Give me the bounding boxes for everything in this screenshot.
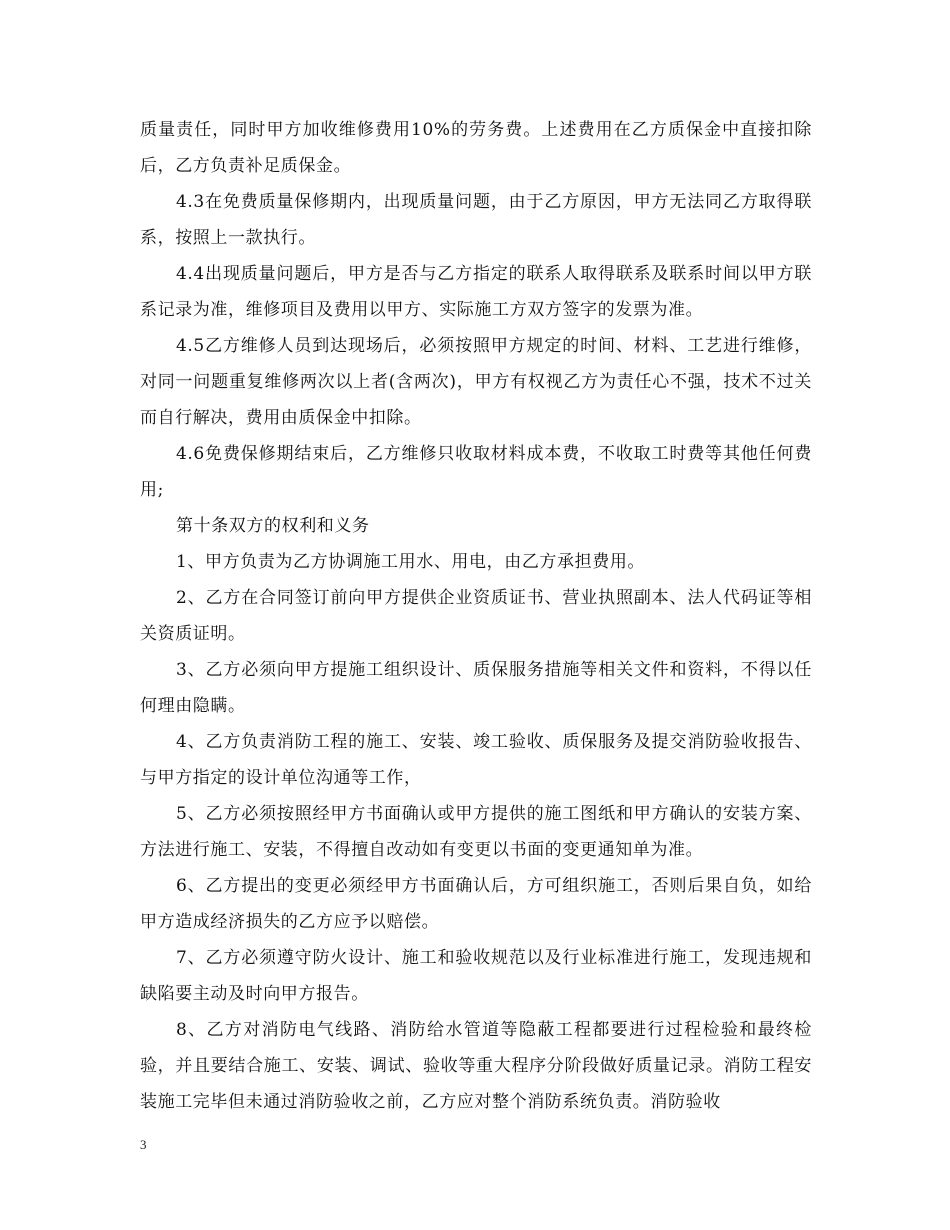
- paragraph-continuation: 质量责任，同时甲方加收维修费用10%的劳务费。上述费用在乙方质保金中直接扣除后，乙方负责补足质保金。: [140, 120, 812, 176]
- paragraph-clause-4-3: 4.3在免费质量保修期内，出现质量问题，由于乙方原因，甲方无法同乙方取得联系，按照上一款执行。: [140, 192, 812, 248]
- paragraph-clause-4-4: 4.4出现质量问题后，甲方是否与乙方指定的联系人取得联系及联系时间以甲方联系记录为准，维修项目及费用以甲方、实际施工方双方签字的发票为准。: [140, 264, 812, 320]
- document-body: [140, 112, 812, 1120]
- paragraph-item-8: 8、乙方对消防电气线路、消防给水管道等隐蔽工程都要进行过程检验和最终检验，并且要结合施工、安装、调试、验收等重大程序分阶段做好质量记录。消防工程安装施工完毕但未通过消防验收之前，乙方应对整个消防系统负责。消防验收: [140, 1020, 812, 1112]
- paragraph-clause-4-6: 4.6免费保修期结束后，乙方维修只收取材料成本费，不收取工时费等其他任何费用;: [140, 444, 812, 500]
- paragraph-clause-4-5: 4.5乙方维修人员到达现场后，必须按照甲方规定的时间、材料、工艺进行维修，对同一问题重复维修两次以上者(含两次)，甲方有权视乙方为责任心不强，技术不过关而自行解决，费用由质保金中扣除。: [140, 336, 812, 428]
- page-number: 3: [140, 1137, 147, 1152]
- section-heading-article-10: 第十条双方的权利和义务: [176, 516, 370, 536]
- paragraph-item-5: 5、乙方必须按照经甲方书面确认或甲方提供的施工图纸和甲方确认的安装方案、方法进行施工、安装，不得擅自改动如有变更以书面的变更通知单为准。: [140, 804, 812, 860]
- paragraph-item-6: 6、乙方提出的变更必须经甲方书面确认后，方可组织施工，否则后果自负，如给甲方造成经济损失的乙方应予以赔偿。: [140, 876, 812, 932]
- paragraph-item-4: 4、乙方负责消防工程的施工、安装、竣工验收、质保服务及提交消防验收报告、与甲方指定的设计单位沟通等工作，: [140, 732, 812, 788]
- paragraph-item-1: 1、甲方负责为乙方协调施工用水、用电，由乙方承担费用。: [176, 552, 646, 572]
- paragraph-item-2: 2、乙方在合同签订前向甲方提供企业资质证书、营业执照副本、法人代码证等相关资质证明。: [140, 588, 812, 644]
- paragraph-item-7: 7、乙方必须遵守防火设计、施工和验收规范以及行业标准进行施工，发现违规和缺陷要主动及时向甲方报告。: [140, 948, 812, 1004]
- paragraph-item-3: 3、乙方必须向甲方提施工组织设计、质保服务措施等相关文件和资料，不得以任何理由隐瞒。: [140, 660, 812, 716]
